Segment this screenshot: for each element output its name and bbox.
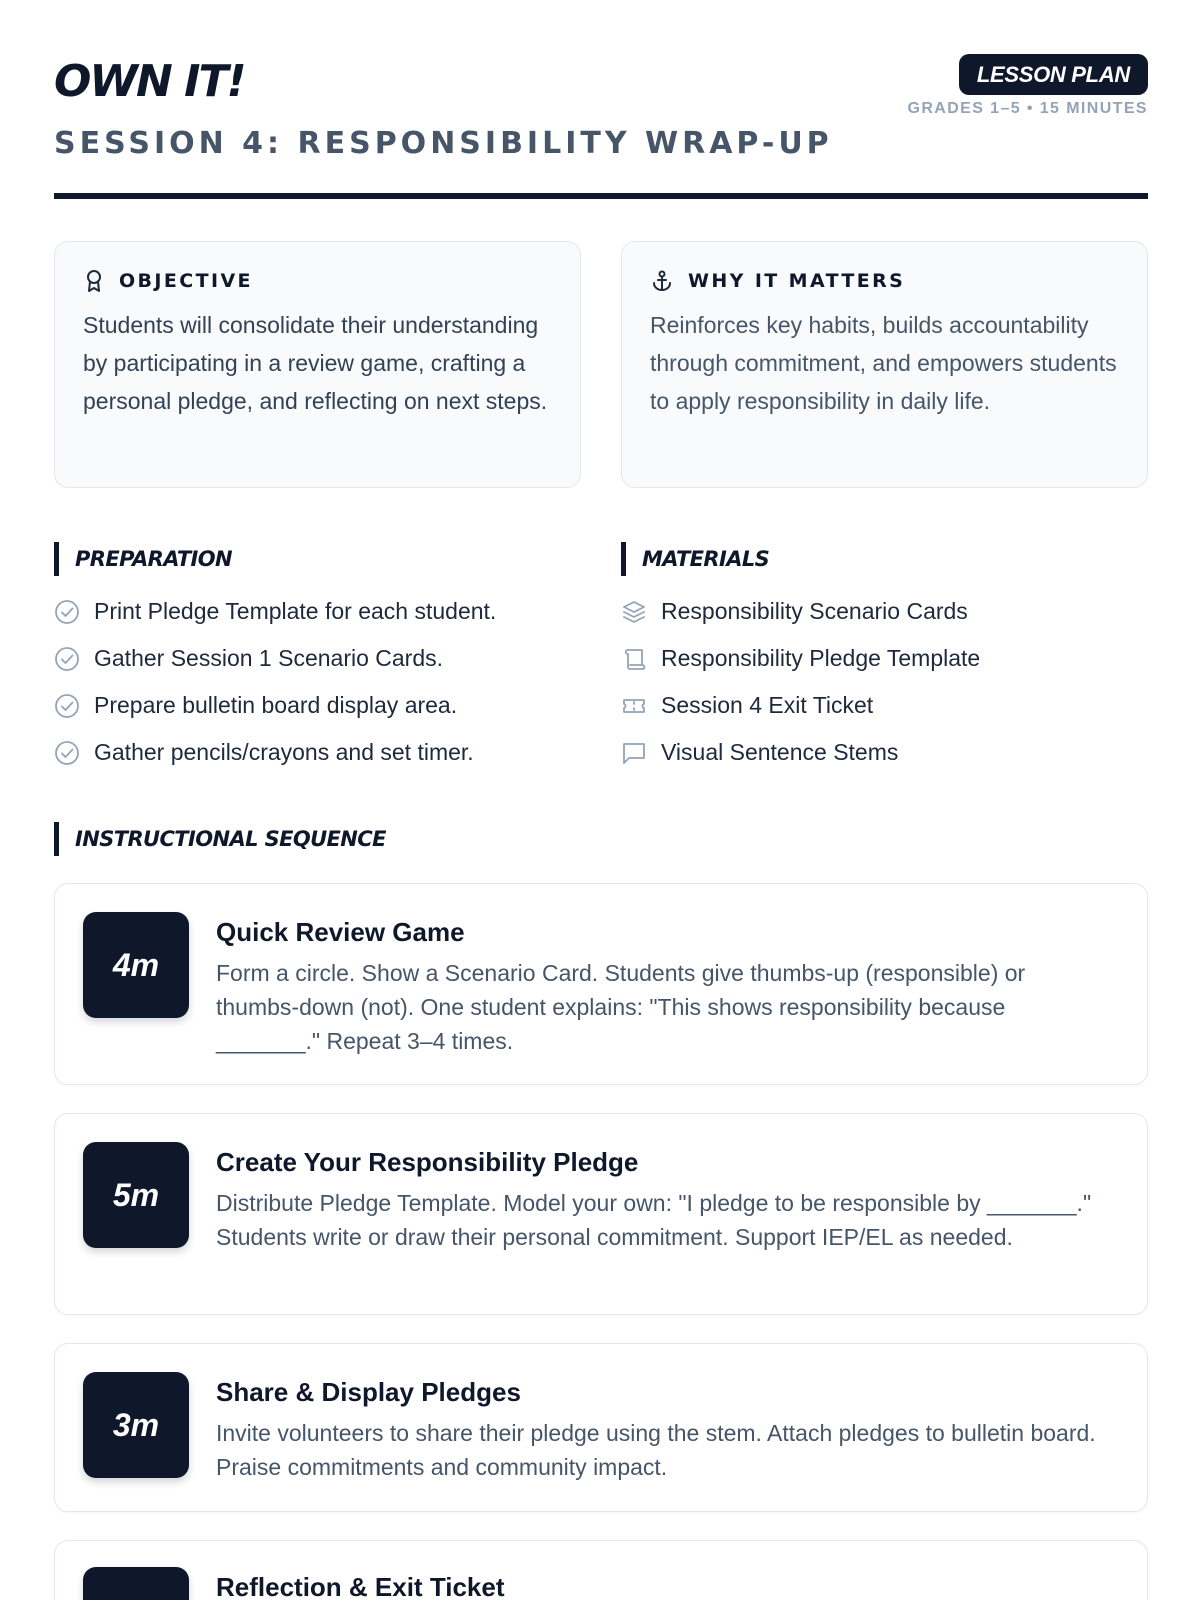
step-description: Form a circle. Show a Scenario Card. Students give thumbs-up (responsible) or thumbs-down (not). One student explains: "This shows responsibility because _______." Repeat 3–4 times. [216,960,1026,1054]
instructional-sequence-header [54,822,386,856]
sequence-step [54,1540,1148,1600]
preparation-header [54,542,232,576]
section-accent-bar [54,822,59,856]
preparation-list [54,588,496,776]
header-divider [54,193,1148,199]
grade-duration-meta: GRADES 1–5 • 15 MINUTES [907,100,1148,117]
step-title: Share & Display Pledges [216,1377,521,1407]
anchor-icon [650,269,674,293]
list-item [54,729,496,776]
section-accent-bar [621,542,626,576]
sequence-step [54,883,1148,1085]
objective-card [54,241,581,488]
materials-list [621,588,980,776]
why-it-matters-text: Reinforces key habits, builds accountability through commitment, and empowers students to apply responsibility in daily life. [650,312,1117,414]
objective-title: OBJECTIVE [119,270,253,292]
ticket-icon [621,693,647,719]
check-circle-icon [54,740,80,766]
preparation-item: Gather Session 1 Scenario Cards. [94,645,444,671]
preparation-item: Print Pledge Template for each student. [94,598,497,624]
preparation-item: Gather pencils/crayons and set timer. [94,739,474,765]
list-item [621,682,980,729]
layers-icon [621,599,647,625]
step-duration-badge: 3m [83,1372,189,1478]
objective-text: Students will consolidate their understanding by participating in a review game, crafting a personal pledge, and reflecting on next steps. [83,312,548,414]
instructional-sequence-title: INSTRUCTIONAL SEQUENCE [75,827,386,851]
sequence-step [54,1343,1148,1512]
why-it-matters-card [621,241,1148,488]
section-accent-bar [54,542,59,576]
step-duration-badge: 4m [83,912,189,1018]
material-item: Responsibility Pledge Template [661,645,981,671]
speech-bubble-icon [621,740,647,766]
materials-header [621,542,769,576]
list-item [621,588,980,635]
check-circle-icon [54,599,80,625]
step-duration-badge: 5m [83,1142,189,1248]
list-item [54,635,496,682]
material-item: Session 4 Exit Ticket [661,692,874,718]
check-circle-icon [54,646,80,672]
lesson-plan-badge: LESSON PLAN [959,54,1148,95]
preparation-item: Prepare bulletin board display area. [94,692,458,718]
list-item [621,729,980,776]
step-title: Quick Review Game [216,917,465,947]
step-description: Distribute Pledge Template. Model your own: "I pledge to be responsible by _______." Students write or draw their personal commitment. Support IEP/EL as needed. [216,1190,1092,1250]
preparation-title: PREPARATION [75,547,233,571]
material-item: Responsibility Scenario Cards [661,598,968,624]
step-title: Create Your Responsibility Pledge [216,1147,639,1177]
check-circle-icon [54,693,80,719]
material-item: Visual Sentence Stems [661,739,899,765]
materials-title: MATERIALS [642,547,770,571]
scroll-icon [621,646,647,672]
award-ribbon-icon [83,269,105,293]
sequence-step [54,1113,1148,1315]
step-description: Invite volunteers to share their pledge using the stem. Attach pledges to bulletin board. Praise commitments and community impact. [216,1420,1096,1480]
session-subtitle: SESSION 4: RESPONSIBILITY WRAP-UP [54,126,833,161]
page-title: OWN IT! [54,56,245,107]
list-item [621,635,980,682]
list-item [54,682,496,729]
why-it-matters-title: WHY IT MATTERS [688,270,906,292]
step-duration-badge [83,1567,189,1600]
list-item [54,588,496,635]
step-title: Reflection & Exit Ticket [216,1572,505,1600]
